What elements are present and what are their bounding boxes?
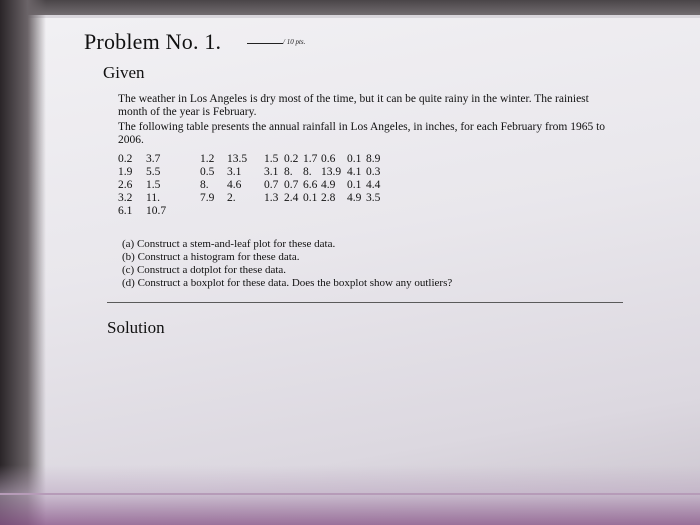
table-cell: 0.2 [284, 153, 299, 165]
table-cell: 13.5 [227, 153, 248, 165]
table-cell: 0.1 [303, 192, 318, 204]
table-row [118, 166, 384, 179]
given-heading: Given [103, 63, 145, 82]
table-cell: 8.9 [366, 153, 381, 165]
table-cell: 0.1 [347, 153, 362, 165]
table-cell: 0.1 [347, 179, 362, 191]
table-cell: 4.1 [347, 166, 362, 178]
screen-reflection-line [0, 493, 700, 495]
table-row [118, 205, 384, 218]
table-cell: 2.4 [284, 192, 299, 204]
solution-heading: Solution [107, 318, 165, 337]
table-cell [303, 205, 321, 218]
table-cell [264, 205, 284, 218]
table-cell: 10.7 [146, 205, 167, 217]
task-item-d: (d) Construct a boxplot for these data. Does the boxplot show any outliers? [122, 277, 453, 289]
table-cell: 2.6 [118, 179, 133, 191]
table-cell: 7.9 [200, 192, 215, 204]
table-cell [227, 205, 264, 218]
table-cell: 3.5 [366, 192, 381, 204]
rainfall-table [118, 153, 384, 218]
table-cell: 0.5 [200, 166, 215, 178]
table-cell: 5.5 [146, 166, 161, 178]
points-blank [247, 43, 283, 44]
table-row [118, 153, 384, 166]
table-cell: 6.1 [118, 205, 133, 217]
points-label: / 10 pts. [283, 38, 306, 46]
task-item-b: (b) Construct a histogram for these data. [122, 251, 300, 263]
table-cell: 0.3 [366, 166, 381, 178]
given-paragraph-2: The following table presents the annual rainfall in Los Angeles, in inches, for each February from 1965 to 2006. [118, 121, 606, 146]
table-cell: 0.7 [264, 179, 279, 191]
screen-glare [0, 465, 700, 525]
table-cell: 2. [227, 192, 236, 204]
screen-bezel-top [0, 0, 700, 18]
table-cell: 6.6 [303, 179, 318, 191]
problem-title: Problem No. 1. [84, 29, 222, 54]
table-cell: 1.5 [146, 179, 161, 191]
table-cell [347, 205, 366, 218]
table-cell: 4.9 [321, 179, 336, 191]
table-cell: 4.6 [227, 179, 242, 191]
table-cell: 4.4 [366, 179, 381, 191]
table-cell [321, 205, 347, 218]
section-divider [107, 302, 623, 303]
table-cell: 8. [284, 166, 293, 178]
table-cell: 3.7 [146, 153, 161, 165]
table-cell: 3.1 [227, 166, 242, 178]
task-item-a: (a) Construct a stem-and-leaf plot for these data. [122, 238, 336, 250]
given-paragraph-1: The weather in Los Angeles is dry most of the time, but it can be quite rainy in the winter. The rainiest month of the year is February. [118, 93, 589, 118]
table-row [118, 192, 384, 205]
table-cell: 8. [200, 179, 209, 191]
table-cell: 1.5 [264, 153, 279, 165]
table-cell: 8. [303, 166, 312, 178]
table-cell: 1.9 [118, 166, 133, 178]
table-cell [366, 205, 384, 218]
task-list [122, 238, 452, 290]
table-cell [200, 205, 227, 218]
table-cell: 4.9 [347, 192, 362, 204]
table-cell: 0.6 [321, 153, 336, 165]
table-cell: 1.7 [303, 153, 318, 165]
table-cell: 11. [146, 192, 160, 204]
task-item-c: (c) Construct a dotplot for these data. [122, 264, 287, 276]
table-row [118, 179, 384, 192]
table-cell: 13.9 [321, 166, 342, 178]
table-cell: 1.2 [200, 153, 215, 165]
table-cell: 0.2 [118, 153, 133, 165]
table-cell: 3.2 [118, 192, 133, 204]
table-cell: 0.7 [284, 179, 299, 191]
table-cell: 3.1 [264, 166, 279, 178]
screen-edge-shadow [0, 0, 46, 525]
table-cell: 1.3 [264, 192, 279, 204]
table-cell: 2.8 [321, 192, 336, 204]
table-cell [284, 205, 303, 218]
